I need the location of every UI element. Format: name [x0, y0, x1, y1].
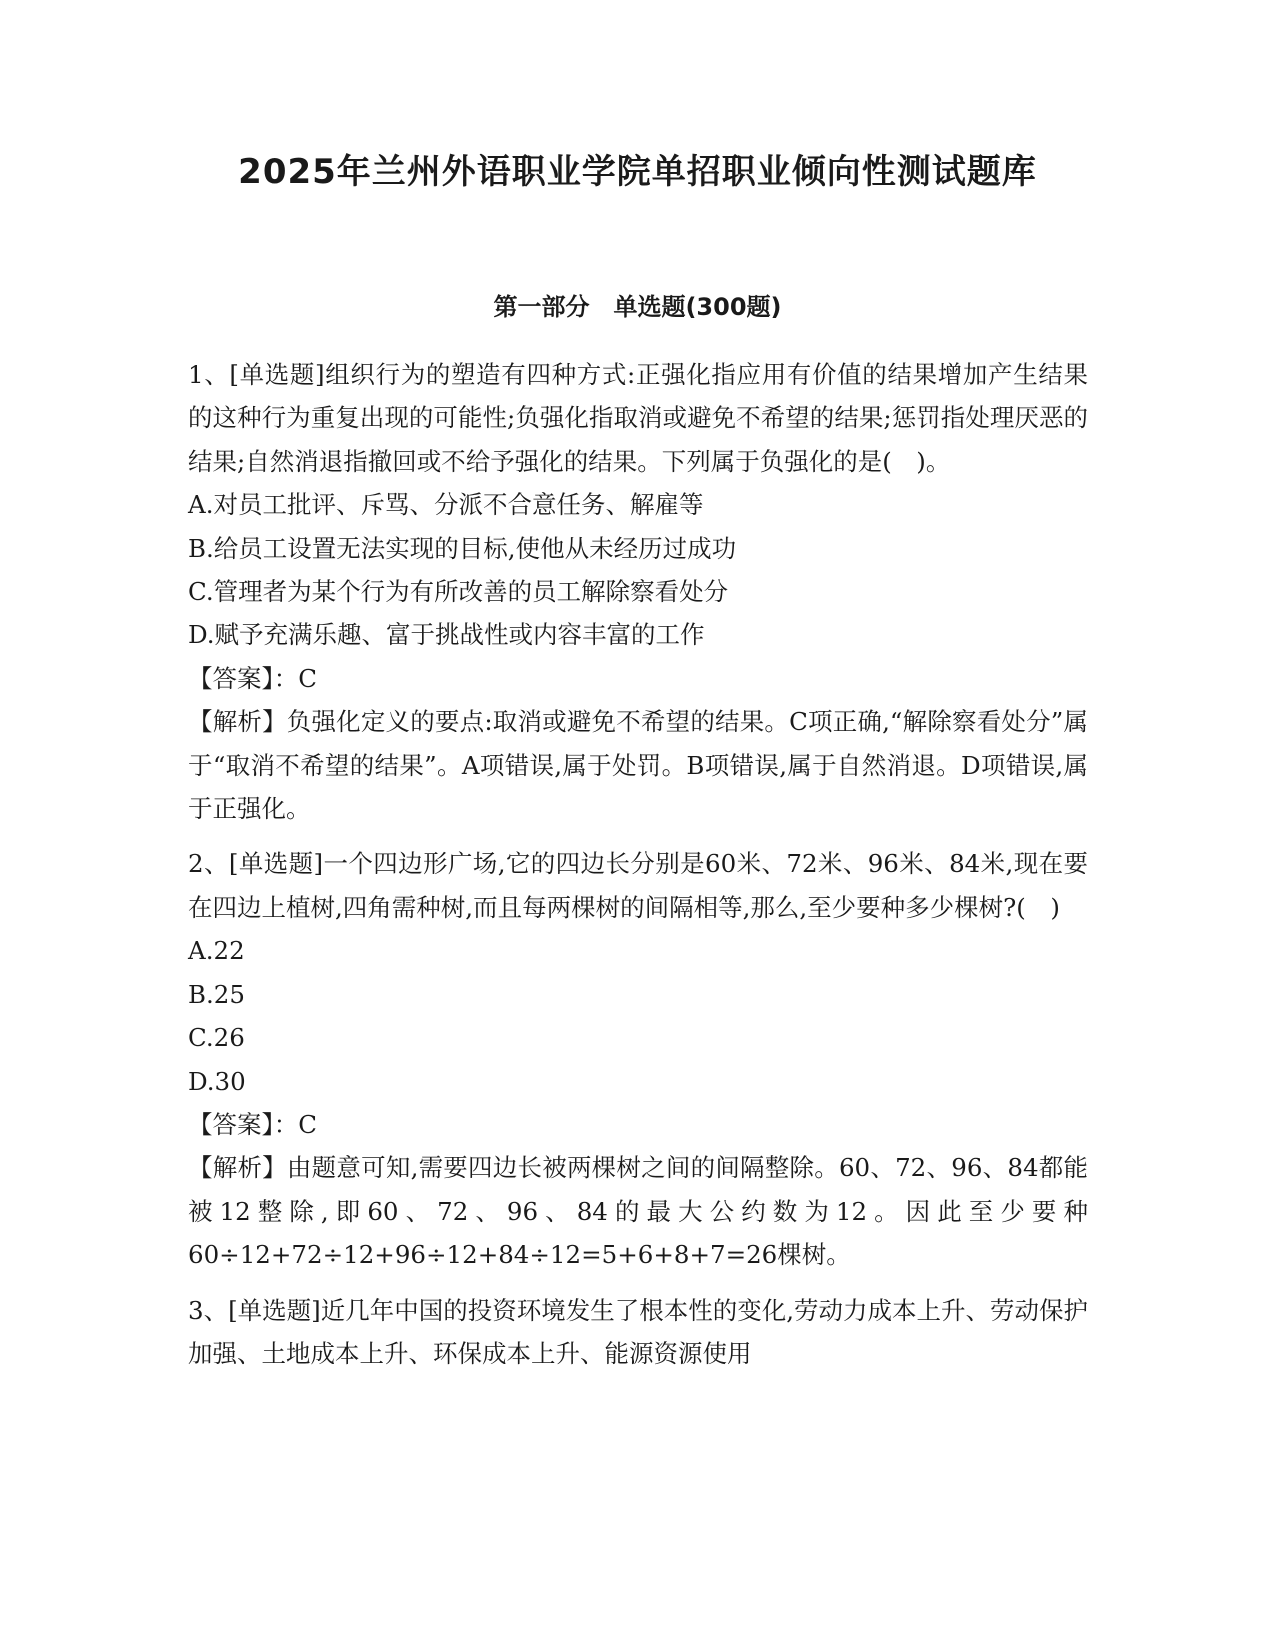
answer-label: 【答案】: [188, 663, 274, 693]
question-stem: 2、[单选题]一个四边形广场,它的四边长分别是60米、72米、96米、84米,现在要在四边上植树,四角需种树,而且每两棵树的间隔相等,那么,至少要种多少棵树?( ): [188, 849, 1088, 922]
answer-value: ：C: [273, 663, 317, 693]
analysis-text: 负强化定义的要点:取消或避免不希望的结果。C项正确,“解除察看处分”属于“取消不希望的结果”。A项错误,属于处罚。B项错误,属于自然消退。D项错误,属于正强化。: [188, 707, 1088, 824]
question-list: [188, 353, 1088, 1387]
option-b: B.给员工设置无法实现的目标,使他从未经历过成功: [188, 533, 737, 563]
question-2: [188, 842, 1088, 1276]
document-title: 2025年兰州外语职业学院单招职业倾向性测试题库: [238, 152, 1037, 192]
analysis-text: 由题意可知,需要四边长被两棵树之间的间隔整除。60、72、96、84都能被12整除,即60、72、96、84的最大公约数为12。因此至少要种60÷12+72÷12+96÷12+84÷12=5+6+8+7=26棵树。: [188, 1153, 1088, 1270]
option-a: A.对员工批评、斥骂、分派不合意任务、解雇等: [188, 490, 704, 520]
answer-label: 【答案】: [188, 1109, 274, 1139]
option-d: D.赋予充满乐趣、富于挑战性或内容丰富的工作: [188, 620, 705, 650]
analysis-label: 【解析】: [188, 1153, 287, 1183]
question-3: [188, 1289, 1088, 1376]
section-heading: 第一部分 单选题(300题): [493, 293, 782, 321]
answer-value: ：C: [273, 1109, 317, 1139]
question-stem: 3、[单选题]近几年中国的投资环境发生了根本性的变化,劳动力成本上升、劳动保护加强、土地成本上升、环保成本上升、能源资源使用: [188, 1295, 1088, 1368]
question-stem: 1、[单选题]组织行为的塑造有四种方式:正强化指应用有价值的结果增加产生结果的这种行为重复出现的可能性;负强化指取消或避免不希望的结果;惩罚指处理厌恶的结果;自然消退指撤回或不给予强化的结果。下列属于负强化的是( )。: [188, 360, 1088, 476]
analysis-block: [188, 700, 1088, 830]
option-d: D.30: [188, 1066, 246, 1096]
option-a: A.22: [188, 936, 245, 966]
question-1: [188, 353, 1088, 830]
option-b: B.25: [188, 979, 245, 1009]
answer-line: [188, 1103, 1088, 1146]
option-c: C.26: [188, 1023, 245, 1053]
answer-line: [188, 657, 1088, 700]
analysis-block: [188, 1146, 1088, 1276]
option-c: C.管理者为某个行为有所改善的员工解除察看处分: [188, 577, 729, 607]
analysis-label: 【解析】: [188, 707, 287, 737]
